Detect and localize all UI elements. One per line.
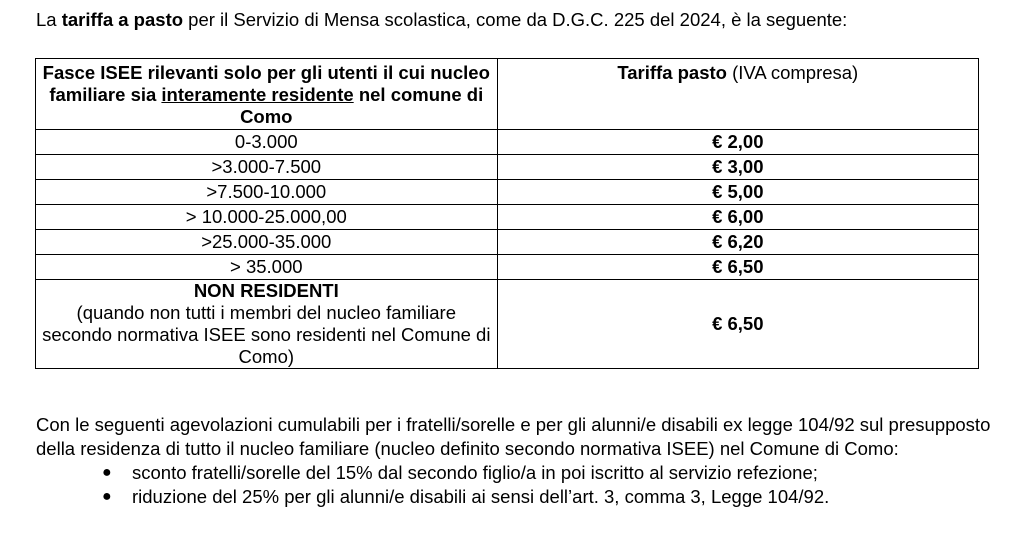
price-cell: € 6,50 xyxy=(497,255,978,280)
intro-text-start: La xyxy=(36,9,62,30)
list-item-text: sconto fratelli/sorelle del 15% dal secondo figlio/a in poi iscritto al servizio refezione; xyxy=(132,462,818,483)
isee-band-cell: > 10.000-25.000,00 xyxy=(36,205,498,230)
table-row xyxy=(36,130,979,155)
non-residents-title: NON RESIDENTI xyxy=(193,280,339,301)
price-cell: € 6,00 xyxy=(497,205,978,230)
bullet-icon: ● xyxy=(102,464,112,481)
isee-band-cell: >3.000-7.500 xyxy=(36,155,498,180)
header-underlined-text: interamente residente xyxy=(161,84,354,105)
header-isee-bands: Fasce ISEE rilevanti solo per gli utenti il cui nucleo familiare sia interamente residente nel comune di Como xyxy=(36,59,498,130)
table-row xyxy=(36,230,979,255)
intro-text-end: per il Servizio di Mensa scolastica, come da D.G.C. 225 del 2024, è la seguente: xyxy=(183,9,848,30)
table-row xyxy=(36,155,979,180)
isee-band-cell: > 35.000 xyxy=(36,255,498,280)
non-residents-note: (quando non tutti i membri del nucleo familiare secondo normativa ISEE sono residenti nel Comune di Como) xyxy=(42,302,491,367)
benefits-paragraph: Con le seguenti agevolazioni cumulabili per i fratelli/sorelle e per gli alunni/e disabili ex legge 104/92 sul presupposto della residenza di tutto il nucleo familiare (nucleo definito secondo normativa ISEE) nel Comune di Como: xyxy=(36,414,991,459)
price-cell: € 6,20 xyxy=(497,230,978,255)
bullet-icon: ● xyxy=(102,488,112,505)
intro-bold-text: tariffa a pasto xyxy=(61,9,184,30)
table-row xyxy=(36,205,979,230)
benefits-list xyxy=(36,461,996,509)
table-header-row xyxy=(36,59,979,130)
table-row xyxy=(36,180,979,205)
header-meal-price: Tariffa pasto (IVA compresa) xyxy=(497,59,978,130)
price-cell: € 3,00 xyxy=(497,155,978,180)
list-item-text: riduzione del 25% per gli alunni/e disabili ai sensi dell’art. 3, comma 3, Legge 104/92. xyxy=(132,486,830,507)
price-cell: € 2,00 xyxy=(497,130,978,155)
intro-line xyxy=(36,8,847,32)
list-item xyxy=(102,485,996,509)
benefits-section xyxy=(36,413,996,509)
isee-band-cell: >25.000-35.000 xyxy=(36,230,498,255)
table-row-non-residents xyxy=(36,280,979,369)
isee-band-cell: >7.500-10.000 xyxy=(36,180,498,205)
list-item xyxy=(102,461,996,485)
price-cell: € 5,00 xyxy=(497,180,978,205)
isee-band-cell: 0-3.000 xyxy=(36,130,498,155)
tariff-table xyxy=(35,58,979,369)
table-row xyxy=(36,255,979,280)
non-residents-cell xyxy=(36,280,498,369)
non-residents-price-cell: € 6,50 xyxy=(497,280,978,369)
